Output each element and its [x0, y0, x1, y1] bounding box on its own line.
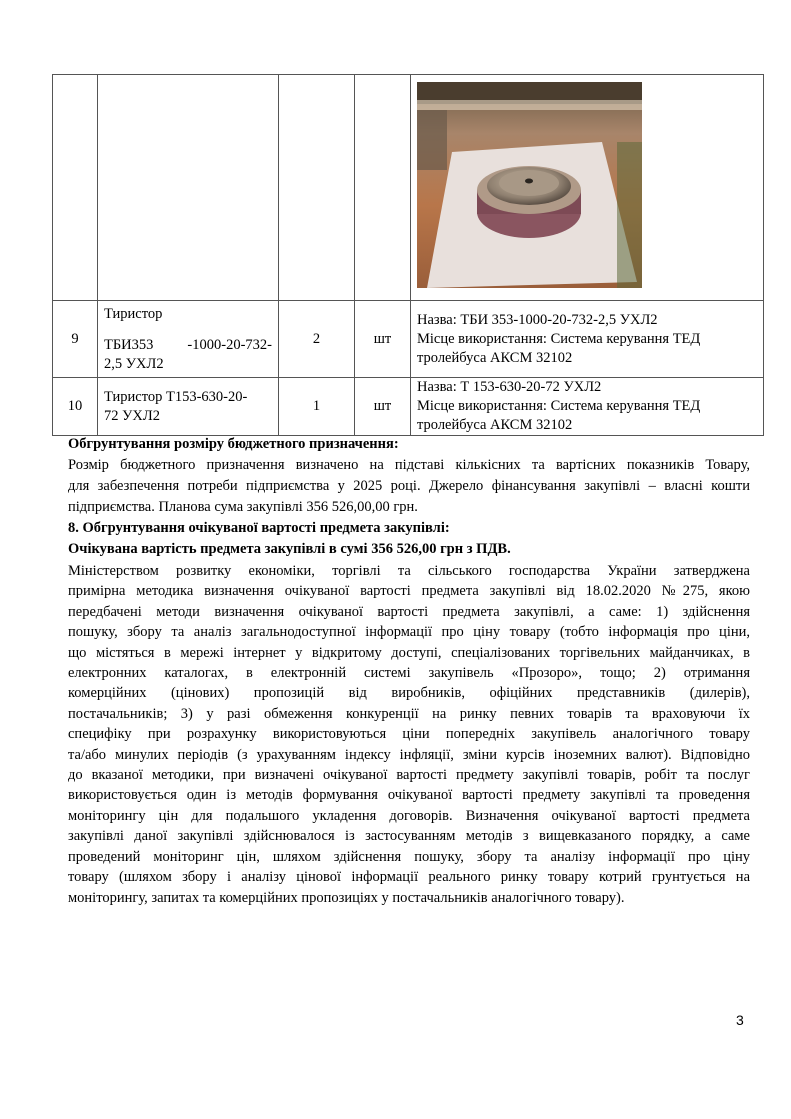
paragraph-line: передбачені методи визначення очікуваної вартості предмета закупівлі, а саме: 1) здійснення — [68, 603, 750, 620]
page-number: 3 — [736, 1012, 744, 1028]
item-name-cell — [98, 378, 279, 436]
paragraph-line: моніторингу цін для подальшого укладення договорів. Визначення очікуваної вартості предмета — [68, 807, 750, 824]
item-description: Назва: ТБИ 353-1000-20-732-2,5 УХЛ2 — [417, 311, 658, 328]
paragraph-line: специфіку при розрахунку використовуються ціни попередніх закупівель аналогічного товару — [68, 726, 750, 743]
paragraph-line: моніторингу, запитах та комерційних пропозиціях у постачальників аналогічного товару). — [68, 889, 625, 906]
quantity: 2 — [279, 301, 355, 378]
paragraph-line: Розмір бюджетного призначення визначено на підставі кількісних та вартісних показників Товару, — [68, 457, 750, 473]
item-description: Місце використання: Система керування ТЕД — [417, 330, 701, 347]
row-number: 9 — [53, 301, 98, 378]
paragraph-line: постачальників; 3) у разі обмеження конкуренції на ринку певних товарів та враховуючи їх — [68, 705, 750, 722]
paragraph-line: для забезпечення потреби підприємства у 2025 році. Джерело фінансування закупівлі – власні кошти — [68, 478, 750, 494]
quantity: 1 — [279, 378, 355, 436]
table-row — [53, 301, 764, 378]
paragraph-line: товару (шляхом збору і аналізу цінової інформації реального ринку товару котрий грунтується на — [68, 869, 750, 886]
paragraph-line: підприємства. Планова сума закупівлі 356 526,00,00 грн. — [68, 499, 418, 515]
item-description-cell — [411, 301, 764, 378]
budget-heading: Обгрунтування розміру бюджетного призначення: — [68, 436, 399, 452]
thyristor-photo — [417, 82, 642, 288]
item-name: Тиристор — [104, 305, 163, 322]
budget-section — [68, 434, 750, 518]
section-8 — [68, 518, 750, 560]
photo-cell — [411, 75, 764, 301]
table-row — [53, 378, 764, 436]
table-row — [53, 75, 764, 301]
paragraph-line: пошуку, збору та аналіз загальнодоступної інформації про ціну товару (тобто інформація про ціни, — [68, 624, 750, 641]
paragraph-line: до вказаної методики, при визначені очікуваної вартості предмету закупівлі товарів, робіт та послуг — [68, 767, 750, 784]
table-cell — [53, 75, 98, 301]
specification-table — [52, 74, 764, 436]
paragraph-line: використовується один із методів формування очікуваної вартості предмету закупівлі та проведення — [68, 787, 750, 804]
item-name: Тиристор Т153-630-20- — [104, 388, 248, 405]
paragraph-line: що містяться в мережі інтернет у відкритому доступі, спеціалізованих торгівельних майданчиках, в — [68, 644, 750, 661]
unit: шт — [355, 301, 411, 378]
section-heading: 8. Обгрунтування очікуваної вартості предмета закупівлі: — [68, 520, 450, 536]
table-cell — [279, 75, 355, 301]
paragraph-line: комерційних (цінових) пропозицій від виробників, офіційних представників (дилерів), — [68, 685, 750, 702]
item-description: Місце використання: Система керування ТЕД — [417, 398, 701, 414]
table-cell — [98, 75, 279, 301]
section-8-body — [68, 561, 750, 908]
item-name-cell — [98, 301, 279, 378]
paragraph-line: проведений моніторинг цін, шляхом здійснення пошуку, збору та аналізу інформації про ціну — [68, 848, 750, 865]
paragraph-line: примірна методика визначення очікуваної вартості предмета закупівлі від 18.02.2020 №275, якою — [68, 583, 750, 600]
paragraph-line: електронних каталогах, в електронній системі закупівель «Прозоро», тощо; 2) отримання — [68, 665, 750, 682]
item-description-cell — [411, 378, 764, 436]
paragraph-line: та/або минулих періодів (з урахуванням індексу інфляції, зміни курсів іноземних валют). Відповідно — [68, 746, 750, 763]
section-subheading: Очікувана вартість предмета закупівлі в сумі 356 526,00 грн з ПДВ. — [68, 541, 511, 557]
item-description: Назва: Т 153-630-20-72 УХЛ2 — [417, 379, 602, 395]
unit: шт — [355, 378, 411, 436]
table-cell — [355, 75, 411, 301]
paragraph-line: закупівлі даної закупівлі здійснювалося із застосуванням методів з вищевказаного порядку, а саме — [68, 828, 750, 845]
item-description: тролейбуса АКСМ 32102 — [417, 417, 573, 433]
row-number: 10 — [53, 378, 98, 436]
paragraph-line: Міністерством розвитку економіки, торгівлі та сільського господарства України затверджена — [68, 563, 750, 579]
item-name: 72 УХЛ2 — [104, 407, 160, 424]
item-name: 2,5 УХЛ2 — [104, 355, 164, 372]
item-description: тролейбуса АКСМ 32102 — [417, 349, 573, 366]
item-name: ТБИ353 -1000-20-732- — [104, 336, 272, 353]
